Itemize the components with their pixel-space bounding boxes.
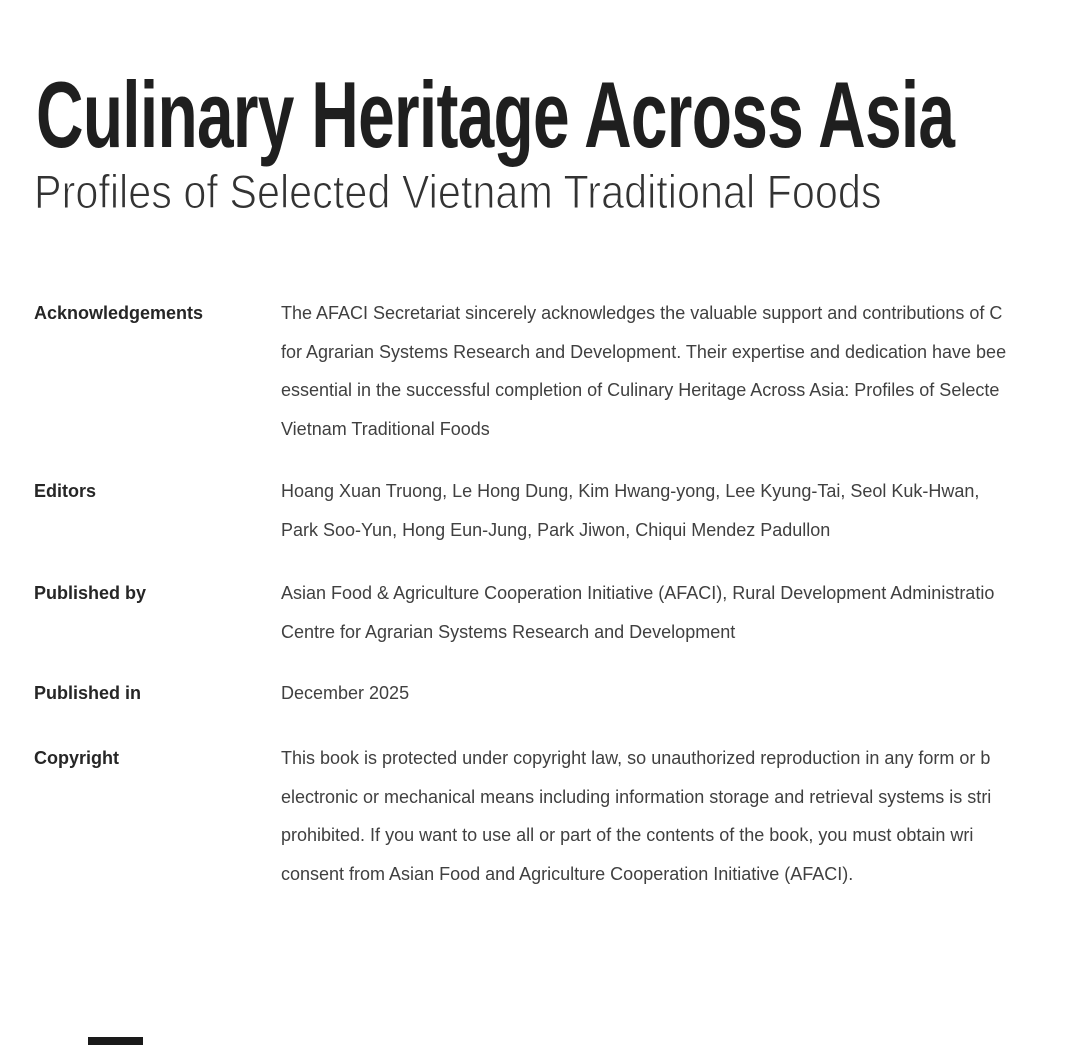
acknowledgements-body	[281, 294, 1079, 448]
text-line: prohibited. If you want to use all or part of the contents of the book, you must obtain wri	[281, 825, 974, 845]
published-in-body	[281, 674, 1079, 713]
text-line: The AFACI Secretariat sincerely acknowledges the valuable support and contributions of C	[281, 303, 1003, 323]
text-line: This book is protected under copyright law, so unauthorized reproduction in any form or b	[281, 748, 991, 768]
editors-body	[281, 472, 1079, 549]
text-line: Hoang Xuan Truong, Le Hong Dung, Kim Hwang-yong, Lee Kyung-Tai, Seol Kuk-Hwan,	[281, 481, 980, 501]
page-title	[36, 62, 1079, 167]
published-in-section	[34, 674, 1079, 713]
editors-label: Editors	[34, 481, 97, 501]
text-line: Park Soo-Yun, Hong Eun-Jung, Park Jiwon, Chiqui Mendez Padullon	[281, 519, 831, 540]
published-by-label: Published by	[34, 583, 147, 603]
page-bottom-marker	[88, 1037, 143, 1045]
text-line: consent from Asian Food and Agriculture Cooperation Initiative (AFACI).	[281, 863, 854, 884]
page-title-text: Culinary Heritage Across Asia	[36, 62, 955, 167]
acknowledgements-section	[34, 294, 1079, 448]
text-line: Centre for Agrarian Systems Research and Development	[281, 621, 736, 642]
text-line: Vietnam Traditional Foods	[281, 418, 490, 439]
published-by-body	[281, 574, 1079, 651]
copyright-label: Copyright	[34, 748, 119, 768]
published-by-section	[34, 574, 1079, 651]
acknowledgements-label: Acknowledgements	[34, 303, 204, 323]
text-line: December 2025	[281, 683, 410, 703]
page-subtitle-text: Profiles of Selected Vietnam Traditional Foods	[34, 165, 882, 218]
text-line: Asian Food & Agriculture Cooperation Initiative (AFACI), Rural Development Administratio	[281, 583, 995, 603]
copyright-body	[281, 739, 1079, 893]
published-in-label: Published in	[34, 683, 142, 703]
page-subtitle	[34, 166, 997, 218]
text-line: electronic or mechanical means including information storage and retrieval systems is stri	[281, 786, 992, 807]
editors-section	[34, 472, 1079, 549]
copyright-section	[34, 739, 1079, 893]
text-line: essential in the successful completion of Culinary Heritage Across Asia: Profiles of Selecte	[281, 380, 1000, 400]
text-line: for Agrarian Systems Research and Development. Their expertise and dedication have bee	[281, 341, 1007, 362]
